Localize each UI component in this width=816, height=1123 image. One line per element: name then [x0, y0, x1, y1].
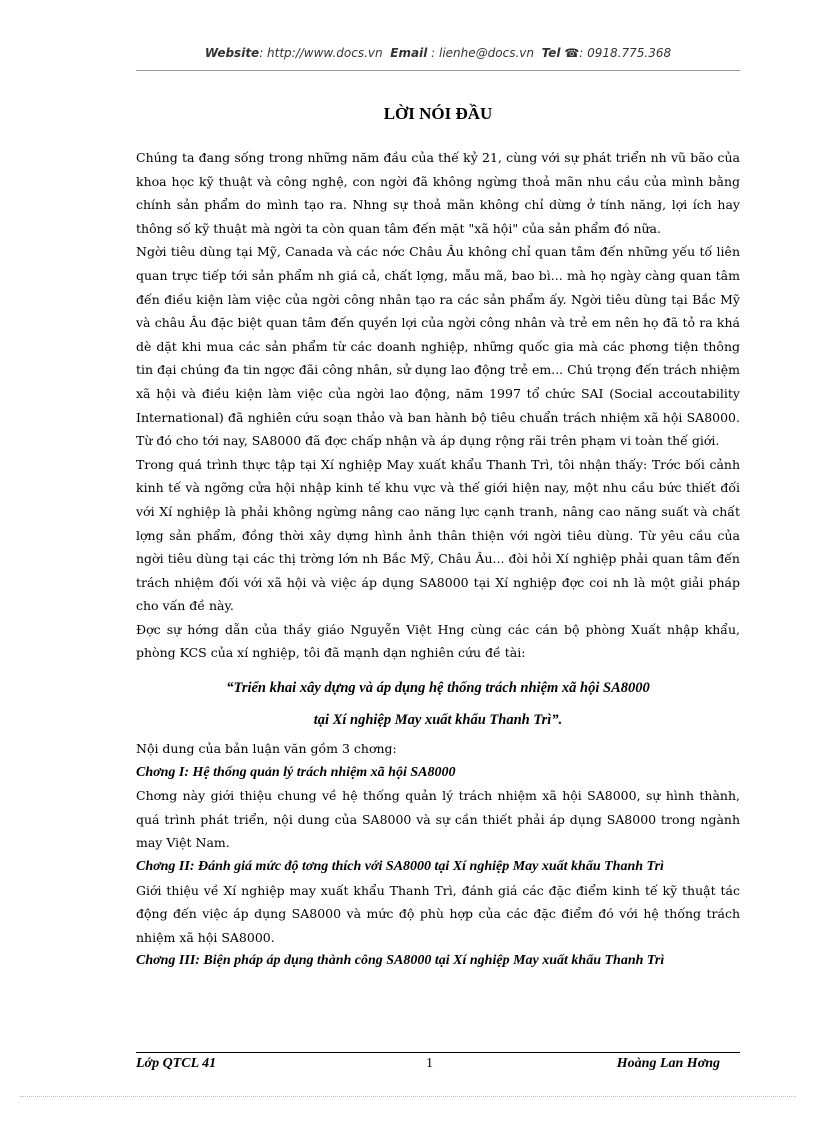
header-divider: [136, 70, 740, 71]
footer-divider: [136, 1052, 740, 1053]
page-number: 1: [426, 1056, 433, 1071]
page-header: [136, 46, 740, 60]
topic-title-line-2: tại Xí nghiệp May xuất khẩu Thanh Trì”.: [313, 712, 563, 729]
email-value[interactable]: : lienhe@docs.vn: [431, 46, 534, 60]
page-bottom-dotted-line: [20, 1096, 796, 1097]
document-body: [136, 146, 740, 973]
email-label: Email: [390, 46, 428, 60]
tel-label: Tel: [541, 46, 561, 60]
chapter-2-body: Giới thiệu về Xí nghiệp may xuất khẩu Thanh Trì, đánh giá các đặc điểm kinh tế kỹ thuật tác động đến việc áp dụng SA8000 và mức độ phù hợp của các đặc điểm đó với hệ thống trách nhiệm xã hội SA8000.: [136, 882, 740, 945]
content-intro: Nội dung của bản luận văn gồm 3 chơng:: [136, 741, 397, 757]
chapter-1-body: Chơng này giới thiệu chung về hệ thống quản lý trách nhiệm xã hội SA8000, sự hình thành, quá trình phát triển, nội dung của SA8000 và sự cần thiết phải áp dụng SA8000 trong ngành may Việt Nam.: [136, 788, 740, 851]
chapter-3-heading: Chơng III: Biện pháp áp dụng thành công SA8000 tại Xí nghiệp May xuất khẩu Thanh Trì: [136, 953, 665, 969]
website-label: Website: [204, 46, 260, 60]
paragraph-2: Ngời tiêu dùng tại Mỹ, Canada và các nớc Châu Âu không chỉ quan tâm đến những yếu tố liên quan trực tiếp tới sản phẩm nh giá cả, chất lợng, mẫu mã, bao bì... mà họ ngày càng quan tâm đến điều kiện làm việc của ngời công nhân tạo ra các sản phẩm ấy. Ngời tiêu dùng tại Bắc Mỹ và châu Âu đặc biệt quan tâm đến quyền lợi của ngời công nhân và trẻ em nên họ đã tỏ ra khá dè dặt khi mua các sản phẩm từ các doanh nghiệp, những quốc gia mà các phơng tiện thông tin đại chúng đa tin ngợc đãi công nhân, sử dụng lao động trẻ em... Chú trọng đến trách nhiệm xã hội và điều kiện làm việc của ngời lao động, năm 1997 tổ chức SAI (Social accoutability International) đã nghiên cứu soạn thảo và ban hành bộ tiêu chuẩn trách nhiệm xã hội SA8000. Từ đó cho tới nay, SA8000 đã đợc chấp nhận và áp dụng rộng rãi trên phạm vi toàn thế giới.: [136, 244, 740, 449]
phone-icon: ☎: [564, 46, 580, 60]
page-footer: [136, 1056, 740, 1078]
topic-title-line-1: “Triển khai xây dựng và áp dụng hệ thống trách nhiệm xã hội SA8000: [226, 680, 650, 697]
page-title: LỜI NÓI ĐẦU: [383, 104, 493, 123]
paragraph-3: Trong quá trình thực tập tại Xí nghiệp May xuất khẩu Thanh Trì, tôi nhận thấy: Trớc bối cảnh kinh tế và ngỡng cửa hội nhập kinh tế khu vực và thế giới hiện nay, một nhu cầu bức thiết đối với Xí nghiệp là phải không ngừng nâng cao năng lực cạnh tranh, nâng cao năng suất và chất lợng sản phẩm, đồng thời xây dựng hình ảnh thân thiện với ngời tiêu dùng. Từ yêu cầu của ngời tiêu dùng tại các thị trờng lớn nh Bắc Mỹ, Châu Âu... đòi hỏi Xí nghiệp phải quan tâm đến trách nhiệm đối với xã hội và việc áp dụng SA8000 tại Xí nghiệp đợc coi nh là một giải pháp cho vấn đề này.: [136, 456, 740, 614]
paragraph-1: Chúng ta đang sống trong những năm đầu của thế kỷ 21, cùng với sự phát triển nh vũ bão của khoa học kỹ thuật và công nghệ, con ngời đã không ngừng thoả mãn nhu cầu của mình bằng chính sản phẩm do mình tạo ra. Nhng sự thoả mãn không chỉ dừng ở tính năng, lợi ích hay thông số kỹ thuật mà ngời ta còn quan tâm đến mặt "xã hội" của sản phẩm đó nữa.: [136, 150, 740, 236]
chapter-2-heading: Chơng II: Đánh giá mức độ tơng thích với SA8000 tại Xí nghiệp May xuất khẩu Thanh Trì: [136, 859, 664, 875]
chapter-1-heading: Chơng I: Hệ thống quản lý trách nhiệm xã hội SA8000: [136, 764, 456, 780]
website-value[interactable]: : http://www.docs.vn: [259, 46, 383, 60]
paragraph-4: Đợc sự hớng dẫn của thầy giáo Nguyễn Việt Hng cùng các cán bộ phòng Xuất nhập khẩu, phòng KCS của xí nghiệp, tôi đã mạnh dạn nghiên cứu đề tài:: [136, 621, 740, 661]
footer-class: Lớp QTCL 41: [136, 1056, 217, 1071]
footer-author: Hoàng Lan Hơng: [616, 1056, 720, 1071]
tel-value: : 0918.775.368: [579, 46, 672, 60]
